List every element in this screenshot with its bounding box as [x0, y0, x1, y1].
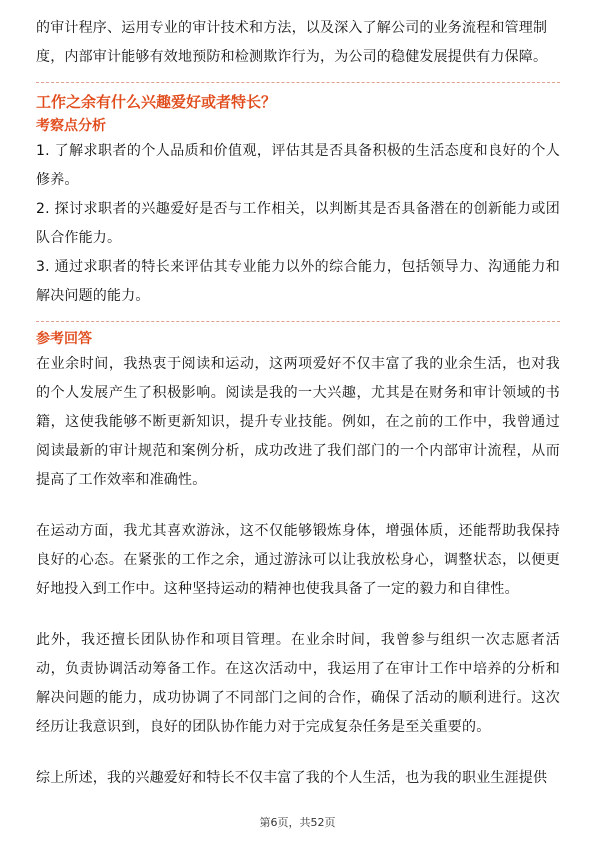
answer-paragraph: 此外，我还擅长团队协作和项目管理。在业余时间，我曾参与组织一次志愿者活动，负责协调活动筹备工作。在这次活动中，我运用了在审计工作中培养的分析和解决问题的能力，成功协调了不同部门之间的合作，确保了活动的顺利进行。这次经历让我意识到，良好的团队协作能力对于完成复杂任务是至关重要的。 — [36, 632, 560, 735]
section-divider — [36, 82, 560, 83]
section-divider — [36, 321, 560, 322]
intro-line: 的审计程序、运用专业的审计技术和方法，以及深入了解公司的业务流程和管理制 — [36, 20, 548, 36]
answer-paragraph: 综上所述，我的兴趣爱好和特长不仅丰富了我的个人生活，也为我的职业生涯提供 — [36, 770, 548, 786]
analysis-point: 2. 探讨求职者的兴趣爱好是否与工作相关，以判断其是否具备潜在的创新能力或团队合作能力。 — [36, 201, 560, 246]
analysis-heading: 考察点分析 — [36, 118, 106, 134]
analysis-point: 3. 通过求职者的特长来评估其专业能力以外的综合能力，包括领导力、沟通能力和解决问题的能力。 — [36, 259, 560, 304]
paragraph-gap — [36, 604, 560, 626]
answer-paragraph: 在运动方面，我尤其喜欢游泳，这不仅能够锻炼身体，增强体质，还能帮助我保持良好的心态。在紧张的工作之余，通过游泳可以让我放松身心，调整状态，以便更好地投入到工作中。这种坚持运动的精神也使我具备了一定的毅力和自律性。 — [36, 523, 560, 597]
page-content — [36, 14, 560, 793]
paragraph-gap — [36, 495, 560, 517]
answer-heading: 参考回答 — [36, 331, 92, 347]
analysis-point: 1. 了解求职者的个人品质和价值观，评估其是否具备积极的生活态度和良好的个人修养。 — [36, 143, 560, 188]
answer-paragraph: 在业余时间，我热衷于阅读和运动，这两项爱好不仅丰富了我的业余生活，也对我的个人发展产生了积极影响。阅读是我的一大兴趣，尤其是在财务和审计领域的书籍，这使我能够不断更新知识，提升专业技能。例如，在之前的工作中，我曾通过阅读最新的审计规范和案例分析，成功改进了我们部门的一个内部审计流程，从而提高了工作效率和准确性。 — [36, 356, 560, 488]
page-number: 第6页，共52页 — [259, 816, 336, 829]
question-title: 工作之余有什么兴趣爱好或者特长？ — [36, 93, 277, 111]
intro-line: 度，内部审计能够有效地预防和检测欺诈行为，为公司的稳健发展提供有力保障。 — [36, 49, 548, 65]
paragraph-gap — [36, 742, 560, 764]
